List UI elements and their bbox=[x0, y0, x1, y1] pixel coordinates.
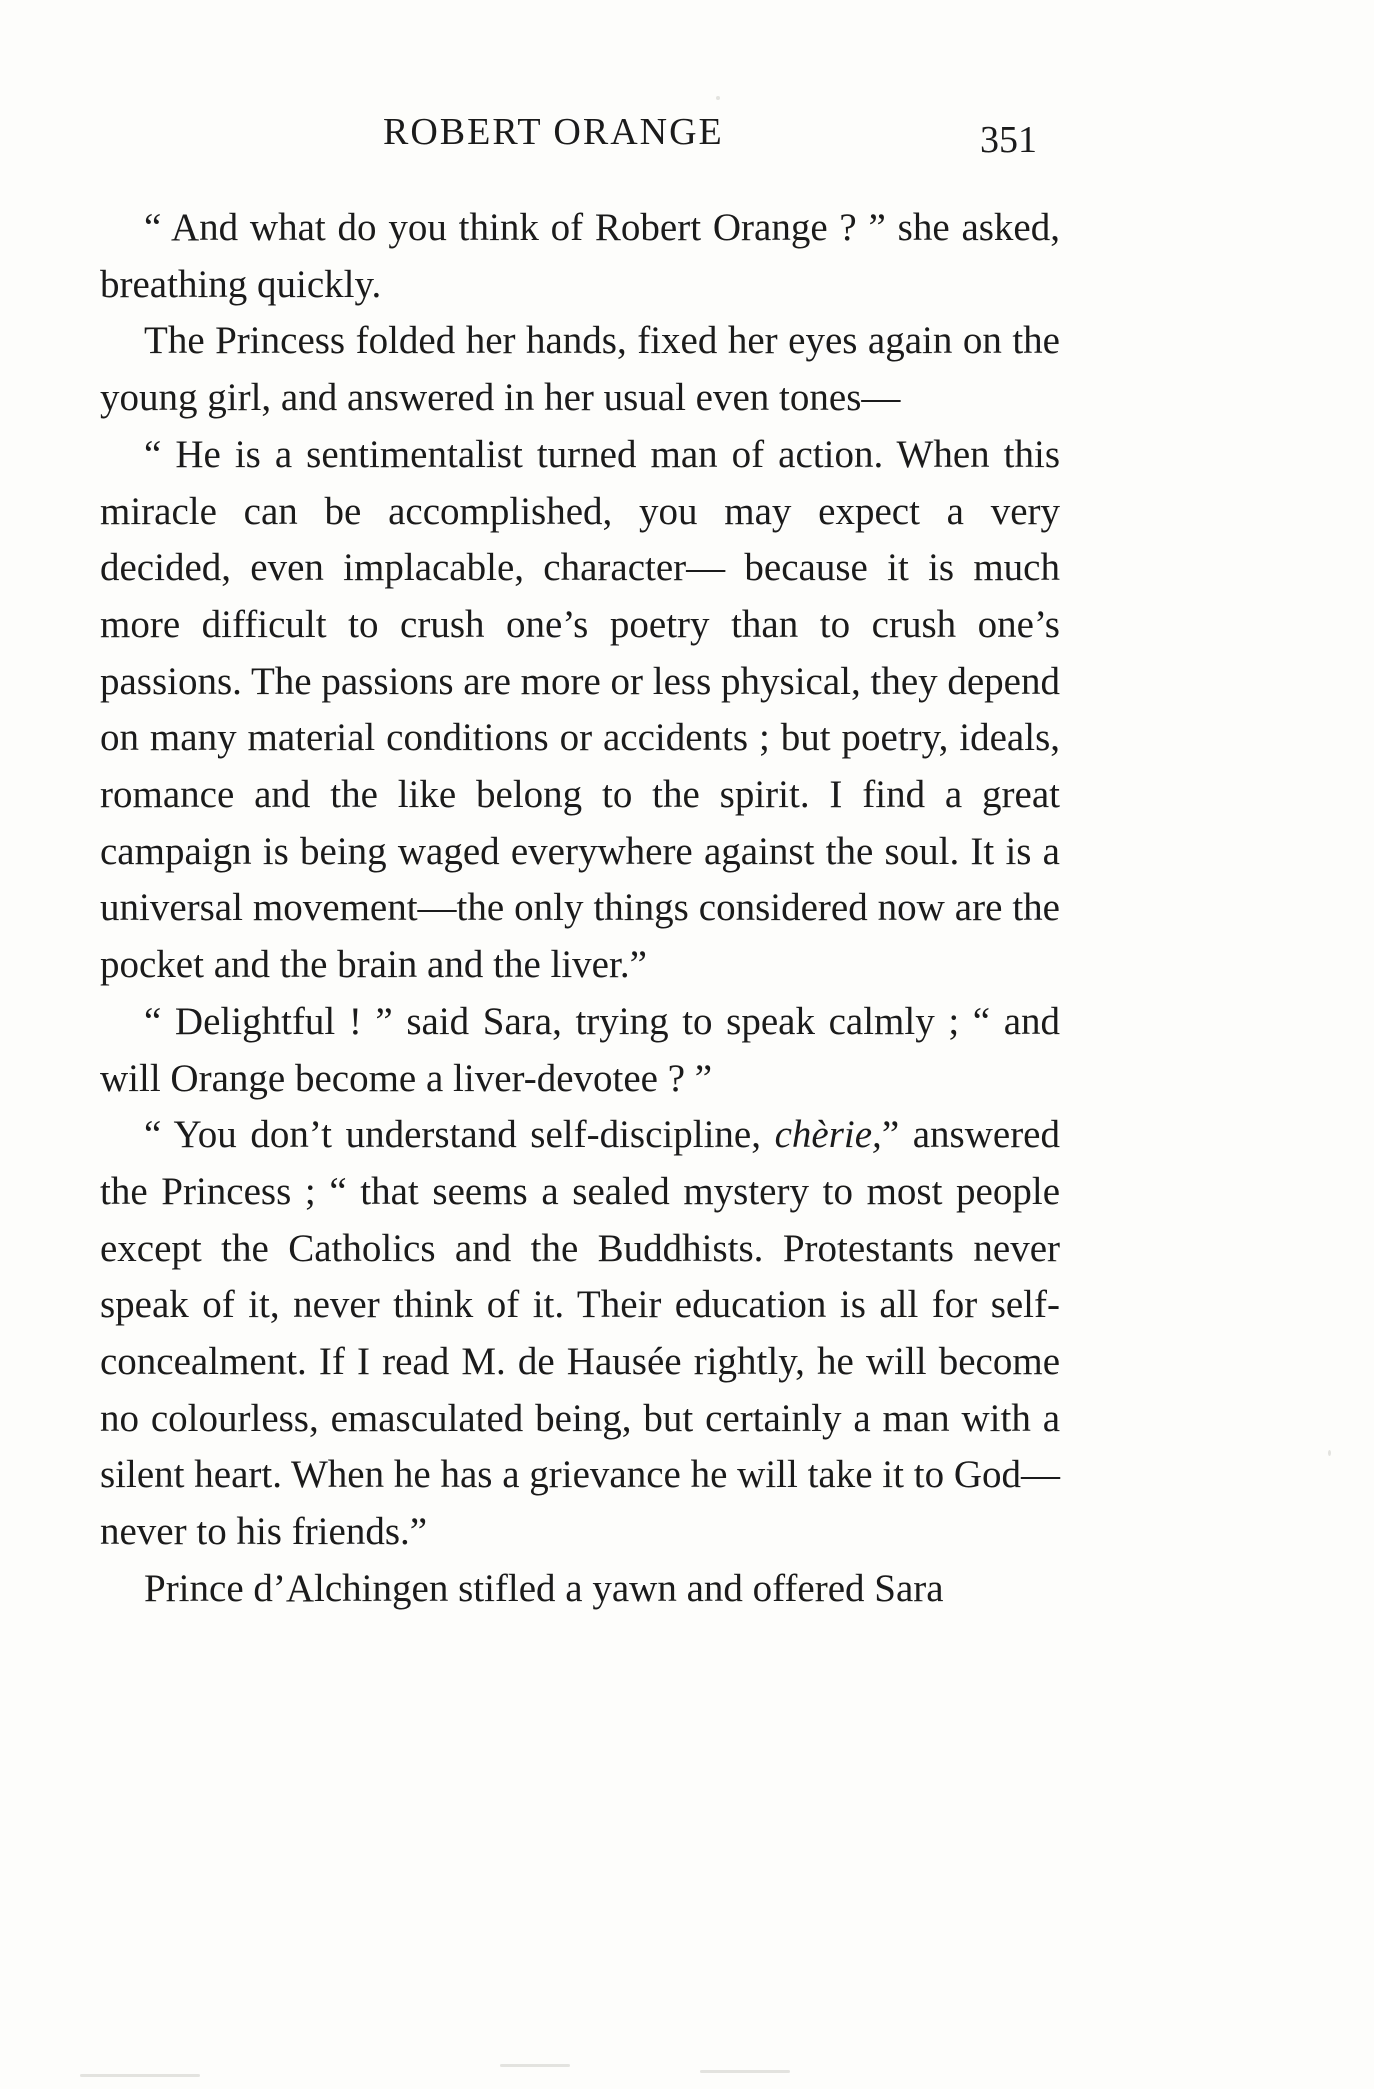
running-title: ROBERT ORANGE bbox=[383, 111, 724, 153]
paper-speck bbox=[716, 96, 720, 100]
paper-speck bbox=[80, 2074, 200, 2077]
paper-speck bbox=[500, 2064, 570, 2067]
paragraph-5-text-after: ” answered the Princess ; “ that seems a sealed mystery to most people except the Catholics and the Buddhists. Protestants never speak of it, never think of it. Their education is all for self-concealment. If I read M. de Hausée rightly, he will become no colourless, emasculated being, but certainly a man with a silent heart. When he has a grievance he will take it to God—never to his friends.” bbox=[100, 1113, 1060, 1554]
paragraph-1: “ And what do you think of Robert Orange ? ” she asked, breathing quickly. bbox=[100, 206, 1060, 306]
running-head bbox=[100, 110, 1060, 160]
paragraph-2: The Princess folded her hands, fixed her eyes again on the young girl, and answered in her usual even tones— bbox=[100, 319, 1060, 420]
paragraph-3: “ He is a sentimentalist turned man of action. When this miracle can be accomplished, you may expect a very decided, even implacable, character— because it is much more difficult to crush one’s poetry than to crush one’s passions. The passions are more or less physical, they depend on many material conditions or accidents ; but poetry, ideals, romance and the like belong to the spirit. I find a great campaign is being waged everywhere against the soul. It is a universal movement—the only things considered now are the pocket and the brain and the liver.” bbox=[100, 432, 1060, 987]
paragraph-5 bbox=[100, 1107, 1060, 1561]
paragraph-4: “ Delightful ! ” said Sara, trying to speak calmly ; “ and will Orange become a liver-devotee ? ” bbox=[100, 999, 1060, 1100]
paragraph-6: Prince d’Alchingen stifled a yawn and offered Sara bbox=[144, 1566, 944, 1610]
paragraph-5-emphasis: chèrie, bbox=[774, 1113, 882, 1157]
paper-speck bbox=[700, 2070, 790, 2073]
page-number: 351 bbox=[980, 119, 1037, 161]
body-text bbox=[100, 200, 1060, 1618]
paper-speck bbox=[1328, 1450, 1331, 1456]
paragraph-5-text-before: “ You don’t understand self-discipline, bbox=[144, 1113, 775, 1157]
